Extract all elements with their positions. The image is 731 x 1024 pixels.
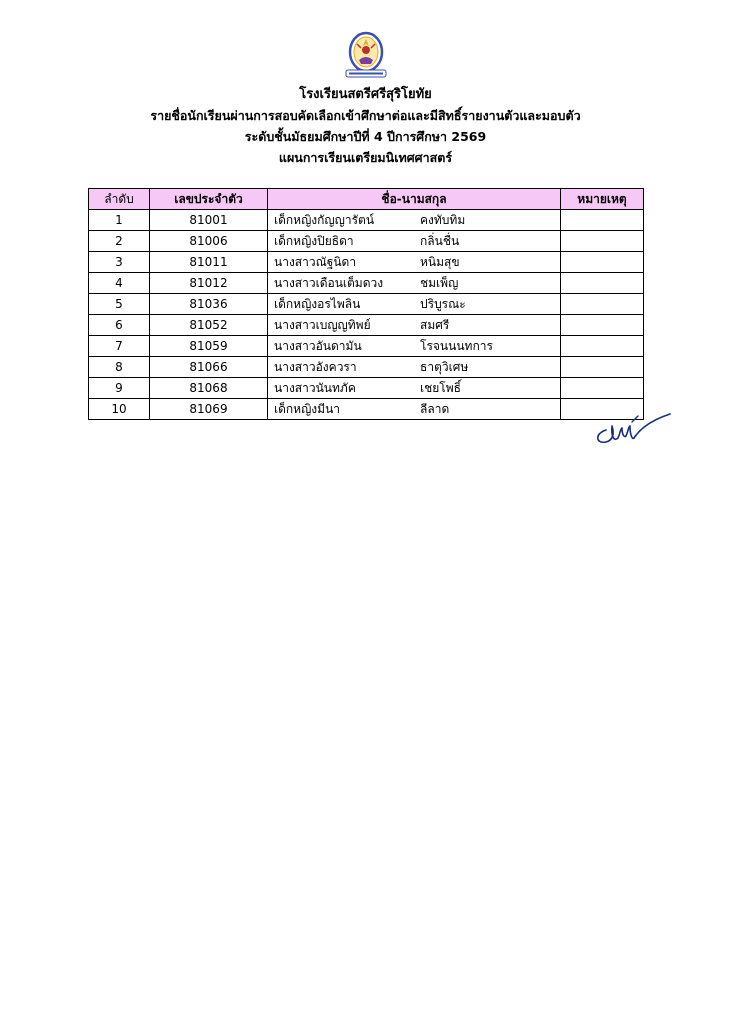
cell-order: 7 bbox=[89, 336, 150, 357]
last-name: โรจนนนทการ bbox=[420, 339, 493, 353]
cell-student-id: 81066 bbox=[150, 357, 268, 378]
cell-remarks bbox=[561, 252, 644, 273]
first-name: นางสาวเบญญทิพย์ bbox=[274, 318, 371, 332]
cell-full-name bbox=[268, 294, 561, 315]
document-header bbox=[0, 84, 731, 168]
last-name: หนิมสุข bbox=[420, 255, 460, 269]
cell-student-id: 81059 bbox=[150, 336, 268, 357]
last-name: ลีลาด bbox=[420, 402, 450, 416]
column-student-id: เลขประจำตัว bbox=[150, 189, 268, 210]
cell-student-id: 81069 bbox=[150, 399, 268, 420]
cell-remarks bbox=[561, 294, 644, 315]
last-name: ธาตุวิเศษ bbox=[420, 360, 469, 374]
table-row bbox=[89, 336, 644, 357]
cell-student-id: 81001 bbox=[150, 210, 268, 231]
last-name: คงทับทิม bbox=[420, 213, 466, 227]
study-program: แผนการเรียนเตรียมนิเทศศาสตร์ bbox=[278, 150, 453, 165]
first-name: เด็กหญิงมีนา bbox=[274, 402, 341, 416]
cell-order: 1 bbox=[89, 210, 150, 231]
first-name: นางสาวนันทภัค bbox=[274, 381, 356, 395]
cell-remarks bbox=[561, 273, 644, 294]
cell-order: 10 bbox=[89, 399, 150, 420]
last-name: เชยโพธิ์ bbox=[420, 381, 461, 395]
cell-full-name bbox=[268, 315, 561, 336]
last-name: กลิ่นชื่น bbox=[420, 234, 460, 248]
last-name: สมศรี bbox=[420, 318, 450, 332]
cell-student-id: 81068 bbox=[150, 378, 268, 399]
cell-full-name bbox=[268, 252, 561, 273]
school-name: โรงเรียนสตรีศรีสุริโยทัย bbox=[299, 87, 432, 102]
table-row bbox=[89, 315, 644, 336]
cell-remarks bbox=[561, 357, 644, 378]
cell-order: 9 bbox=[89, 378, 150, 399]
cell-order: 5 bbox=[89, 294, 150, 315]
signature-icon bbox=[592, 408, 672, 448]
column-full-name: ชื่อ-นามสกุล bbox=[268, 189, 561, 210]
cell-remarks bbox=[561, 336, 644, 357]
table-row bbox=[89, 210, 644, 231]
table-row bbox=[89, 378, 644, 399]
table-row bbox=[89, 273, 644, 294]
cell-full-name bbox=[268, 210, 561, 231]
table-row bbox=[89, 399, 644, 420]
cell-full-name bbox=[268, 336, 561, 357]
first-name: เด็กหญิงปิยธิดา bbox=[274, 234, 354, 248]
first-name: นางสาวณัฐนิดา bbox=[274, 255, 357, 269]
first-name: นางสาวอันดามัน bbox=[274, 339, 362, 353]
first-name: นางสาวอังควรา bbox=[274, 360, 357, 374]
cell-order: 8 bbox=[89, 357, 150, 378]
cell-full-name bbox=[268, 399, 561, 420]
cell-order: 6 bbox=[89, 315, 150, 336]
first-name: เด็กหญิงกัญญารัตน์ bbox=[274, 213, 375, 227]
table-header-row bbox=[89, 189, 644, 210]
last-name: ชมเพ็ญ bbox=[420, 276, 459, 290]
cell-remarks bbox=[561, 231, 644, 252]
cell-student-id: 81006 bbox=[150, 231, 268, 252]
cell-full-name bbox=[268, 378, 561, 399]
column-remarks: หมายเหตุ bbox=[561, 189, 644, 210]
cell-order: 2 bbox=[89, 231, 150, 252]
cell-remarks bbox=[561, 378, 644, 399]
cell-full-name bbox=[268, 357, 561, 378]
grade-level: ระดับชั้นมัธยมศึกษาปีที่ 4 ปีการศึกษา 2569 bbox=[244, 129, 487, 144]
cell-order: 4 bbox=[89, 273, 150, 294]
last-name: ปริบูรณะ bbox=[420, 297, 466, 311]
table-row bbox=[89, 357, 644, 378]
cell-student-id: 81011 bbox=[150, 252, 268, 273]
document-title: รายชื่อนักเรียนผ่านการสอบคัดเลือกเข้าศึกษาต่อและมีสิทธิ์รายงานตัวและมอบตัว bbox=[150, 108, 581, 123]
cell-order: 3 bbox=[89, 252, 150, 273]
table-row bbox=[89, 294, 644, 315]
student-table bbox=[88, 188, 644, 420]
cell-student-id: 81052 bbox=[150, 315, 268, 336]
cell-full-name bbox=[268, 273, 561, 294]
school-emblem-icon bbox=[337, 30, 395, 80]
first-name: เด็กหญิงอรไพลิน bbox=[274, 297, 361, 311]
cell-student-id: 81036 bbox=[150, 294, 268, 315]
table-row bbox=[89, 252, 644, 273]
cell-remarks bbox=[561, 315, 644, 336]
cell-student-id: 81012 bbox=[150, 273, 268, 294]
table-row bbox=[89, 231, 644, 252]
first-name: นางสาวเดือนเต็มดวง bbox=[274, 276, 384, 290]
cell-full-name bbox=[268, 231, 561, 252]
column-order: ลำดับ bbox=[89, 189, 150, 210]
cell-remarks bbox=[561, 210, 644, 231]
